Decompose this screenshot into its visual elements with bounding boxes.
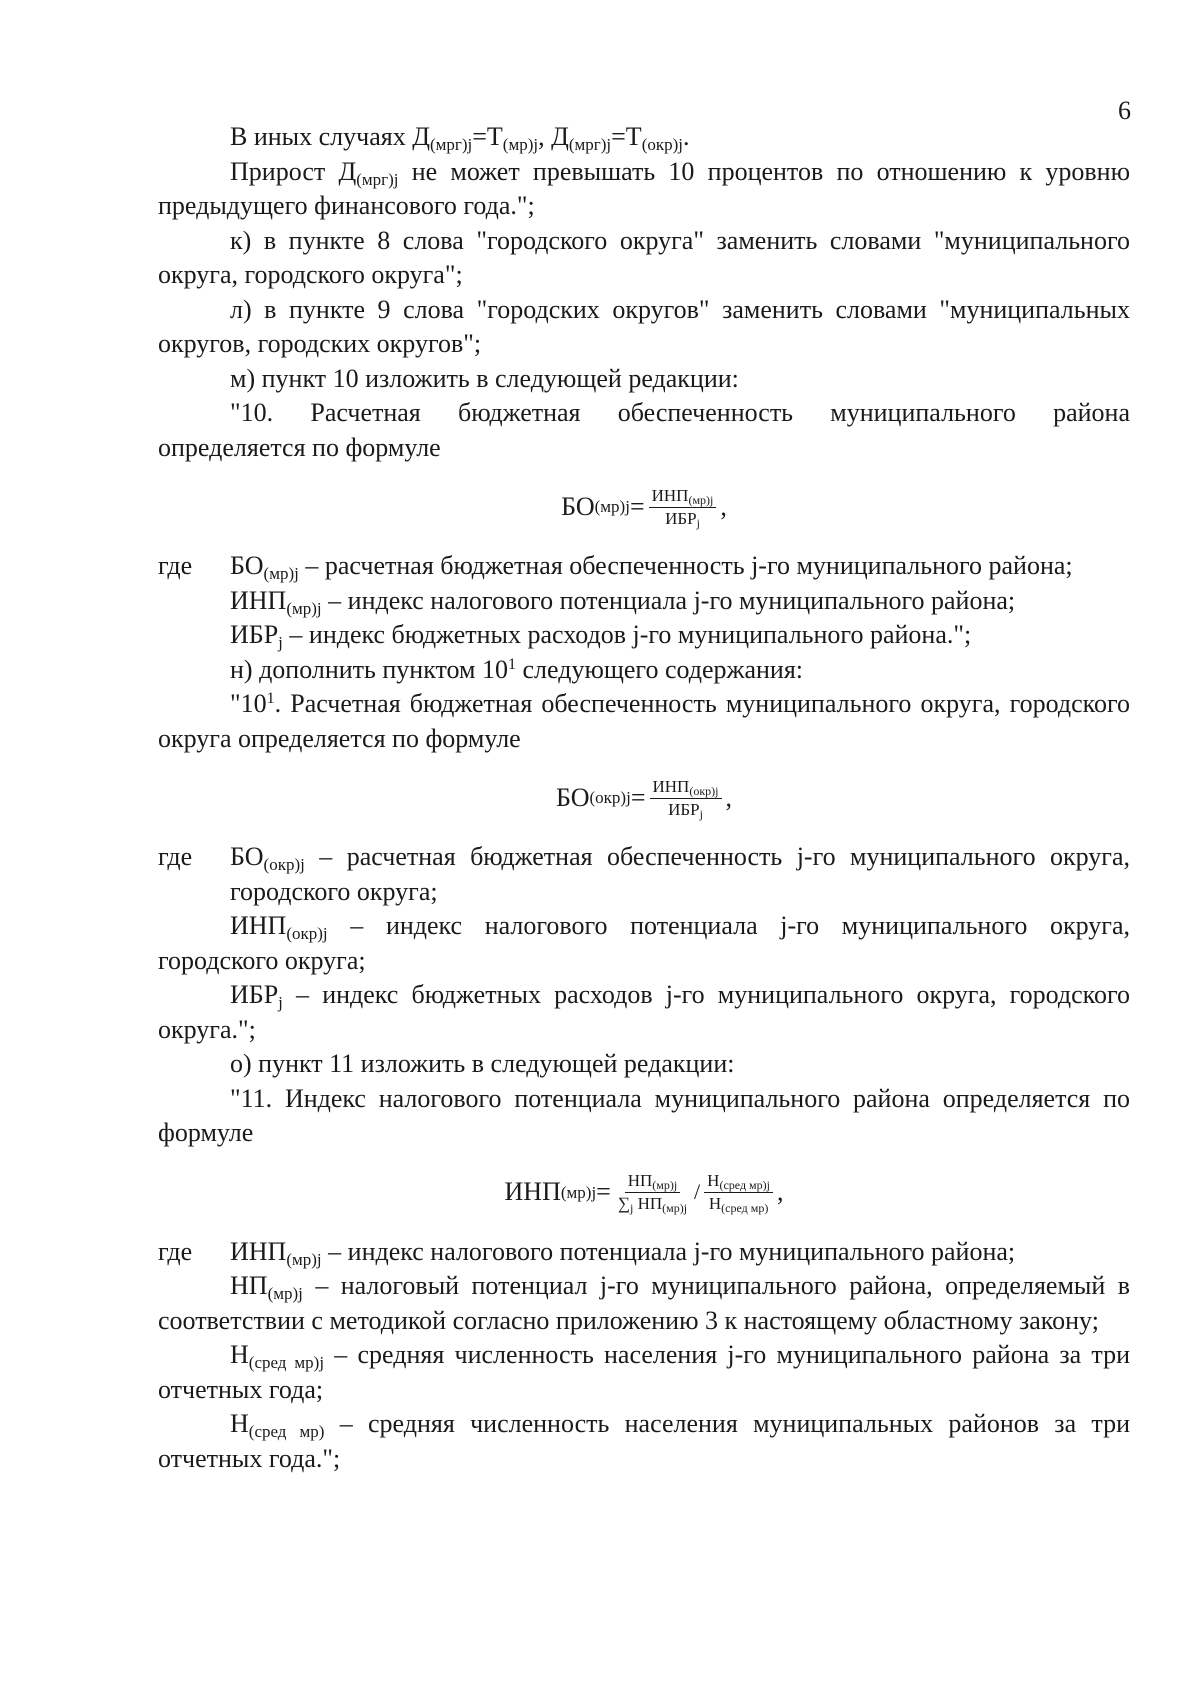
paragraph-point-10-1: "$10^1$. Расчетная бюджетная обеспеченность муниципального округа, городского округа определяется по формуле (158, 689, 1130, 753)
definition-n-sred-mr-j: $Н_{(сред мр)j}$ – средняя численность населения j-го муниципального района за три отчетных года; (158, 1340, 1131, 1404)
page-number: 6 (1118, 96, 1131, 125)
formula-fraction: $\frac{Н_{(сред мр)j}}{Н_{(сред мр)}}$ (704, 1170, 773, 1215)
formula-fraction: $\frac{ИНП_{(мр)j}}{ИБР_j}$ (649, 485, 717, 530)
paragraph-point-10: "10. Расчетная бюджетная обеспеченность муниципального района определяется по формуле (158, 398, 1130, 462)
definition-inp-mr: $ИНП_{(мр)j}$ – индекс налогового потенциала j-го муниципального района; (230, 585, 1016, 618)
definition-ibr-okr: $ИБР_j$ – индекс бюджетных расходов j-го муниципального округа, городского округа."; (158, 980, 1130, 1044)
paragraph-growth-limit: Прирост $Д_{(мрг)j}$ не может превышать 10 процентов по отношению к уровню предыдущего финансового года."; (158, 156, 1130, 220)
paragraph-item-l: л) в пункте 9 слова "городских округов" заменить словами "муниципальных округов, городских округов"; (158, 294, 1130, 358)
definition-block-1: где $БО_{(мр)j}$ – расчетная бюджетная обеспеченность j-го муниципального района; (158, 551, 1073, 583)
paragraph-item-m: м) пункт 10 изложить в следующей редакции: (230, 363, 739, 393)
formula-bo-mr: БО (мр)j = $\frac{ИНП_{(мр)j}}{ИБР_j}$ , (561, 485, 727, 530)
paragraph-item-o: о) пункт 11 изложить в следующей редакции: (230, 1049, 735, 1078)
formula-fraction: $\frac{ИНП_{(окр)j}}{ИБР_j}$ (650, 776, 722, 821)
definition-block-3: где $ИНП_{(мр)j}$ – индекс налогового потенциала j-го муниципального района; (158, 1236, 1016, 1269)
paragraph-other-cases: В иных случаях $Д_{(мрг)j}=Т_{(мр)j}$, $Д_{(мрг)j}=Т_{(окр)j}$. (230, 122, 690, 154)
paragraph-item-k: к) в пункте 8 слова "городского округа" заменить словами "муниципального округа, городского округа"; (158, 225, 1130, 289)
paragraph-point-11: "11. Индекс налогового потенциала муниципального района определяется по формуле (158, 1083, 1130, 1147)
document-body (158, 120, 1130, 1476)
formula-fraction: $\frac{НП_{(мр)j}}{\sum_j НП_{(мр)j}}$ (617, 1171, 688, 1215)
formula-bo-okr: БО (окр)j = $\frac{ИНП_{(окр)j}}{ИБР_j}$ , (555, 776, 732, 821)
paragraph-item-n: н) дополнить пунктом $10^1$ следующего содержания: (230, 654, 804, 684)
definition-n-sred-mr: $Н_{(сред мр)}$ – средняя численность населения муниципальных районов за три отчетных года."; (158, 1409, 1130, 1473)
definition-np-mr: $НП_{(мр)j}$ – налоговый потенциал j-го муниципального района, определяемый в соответствии с методикой согласно приложению 3 к настоящему областному закону; (158, 1271, 1130, 1335)
definition-inp-okr: $ИНП_{(окр)j}$ – индекс налогового потенциала j-го муниципального округа, городского округа; (158, 911, 1130, 975)
definition-ibr-mr: $ИБР_j$ – индекс бюджетных расходов j-го муниципального района."; (230, 620, 972, 652)
formula-inp-mr: ИНП (мр)j = $\frac{НП_{(мр)j}}{\sum_j НП_{(мр)j}}$ / $\frac{Н_{(сред мр)j}}{Н_{(сред мр)}}$ , (504, 1171, 784, 1215)
definition-block-2: где $БО_{(окр)j}$ – расчетная бюджетная обеспеченность j-го муниципального округа, городского округа; (158, 842, 1130, 906)
